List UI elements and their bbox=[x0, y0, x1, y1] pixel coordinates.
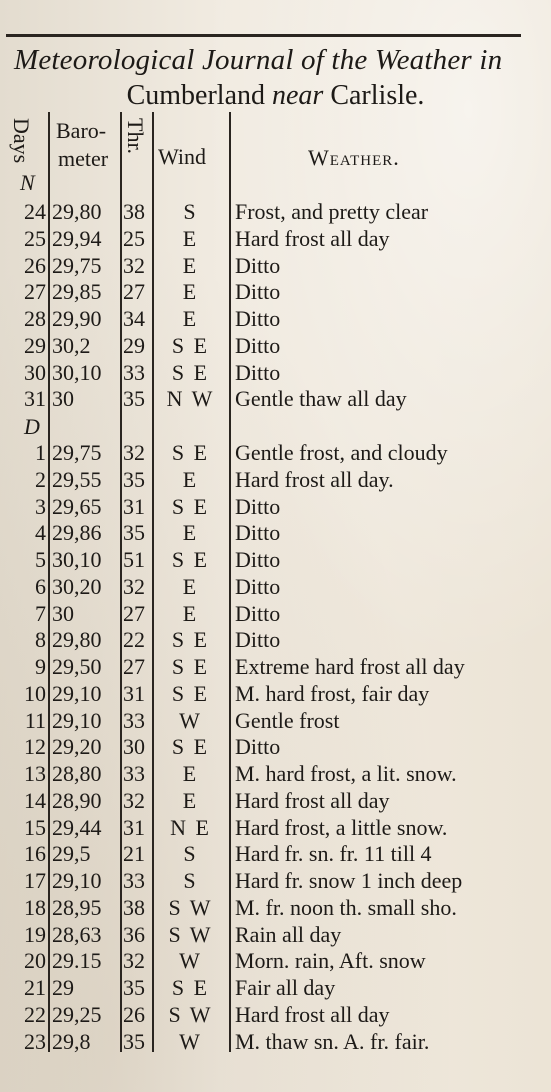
day-cell: 16 bbox=[24, 841, 46, 867]
wind-cell: N E bbox=[170, 814, 211, 840]
wind-cell: E bbox=[182, 787, 199, 813]
thermometer-cell: 27 bbox=[123, 600, 145, 626]
barometer-cell: 29,55 bbox=[52, 466, 102, 492]
thermometer-cell: 31 bbox=[123, 814, 145, 840]
day-cell: 21 bbox=[24, 975, 46, 1000]
thermometer-cell: 33 bbox=[123, 761, 145, 786]
day-cell: 3 bbox=[35, 493, 46, 519]
weather-cell: Hard frost all day bbox=[235, 1001, 390, 1027]
day-cell: 10 bbox=[24, 680, 46, 706]
weather-cell: M. hard frost, a lit. snow. bbox=[235, 761, 457, 786]
thermometer-cell: 33 bbox=[123, 868, 145, 893]
day-cell: 15 bbox=[24, 814, 46, 840]
title-line-1: Meteorological Journal of the Weather in bbox=[14, 44, 503, 76]
day-cell: 18 bbox=[24, 894, 46, 920]
header-barometer-1: Baro- bbox=[56, 118, 107, 143]
weather-cell: Ditto bbox=[235, 252, 281, 278]
weather-cell: Morn. rain, Aft. snow bbox=[235, 948, 426, 974]
barometer-cell: 30,10 bbox=[52, 547, 102, 572]
barometer-cell: 29,50 bbox=[52, 654, 102, 679]
weather-cell: Hard frost all day bbox=[235, 787, 390, 813]
weather-cell: M. fr. noon th. small sho. bbox=[235, 894, 457, 920]
table-row bbox=[0, 600, 551, 627]
table-row bbox=[0, 921, 551, 948]
barometer-cell: 29,85 bbox=[52, 279, 102, 305]
barometer-cell: 29,10 bbox=[52, 707, 102, 733]
weather-cell: Ditto bbox=[235, 359, 281, 385]
day-cell: 23 bbox=[24, 1028, 46, 1054]
wind-cell: E bbox=[182, 761, 199, 786]
wind-cell: E bbox=[182, 252, 199, 278]
barometer-cell: 29,86 bbox=[52, 520, 102, 546]
table-row bbox=[0, 439, 551, 466]
barometer-cell: 29,8 bbox=[52, 1028, 91, 1054]
thermometer-cell: 22 bbox=[123, 627, 145, 653]
weather-cell: Gentle thaw all day bbox=[235, 386, 407, 412]
wind-cell: S E bbox=[171, 680, 210, 706]
day-cell: 17 bbox=[24, 868, 46, 893]
weather-cell: Ditto bbox=[235, 306, 281, 331]
wind-cell: W bbox=[179, 1028, 202, 1054]
table-row bbox=[0, 733, 551, 760]
wind-cell: S bbox=[183, 868, 198, 893]
thermometer-cell: 33 bbox=[123, 359, 145, 385]
month-marker-december: D bbox=[24, 414, 40, 439]
barometer-cell: 30,20 bbox=[52, 573, 102, 599]
weather-cell: Ditto bbox=[235, 547, 281, 572]
thermometer-cell: 32 bbox=[123, 948, 145, 974]
table-row bbox=[0, 252, 551, 279]
barometer-cell: 28,95 bbox=[52, 894, 102, 920]
weather-cell: Hard fr. snow 1 inch deep bbox=[235, 868, 463, 893]
table-row bbox=[0, 359, 551, 386]
wind-cell: S E bbox=[171, 493, 210, 519]
weather-cell: Ditto bbox=[235, 627, 281, 653]
barometer-cell: 29,80 bbox=[52, 627, 102, 653]
wind-cell: E bbox=[182, 225, 199, 251]
wind-cell: S E bbox=[171, 654, 210, 679]
wind-cell: E bbox=[182, 520, 199, 546]
barometer-cell: 30,2 bbox=[52, 332, 91, 358]
wind-cell: S E bbox=[171, 734, 210, 760]
weather-cell: Gentle frost, and cloudy bbox=[235, 440, 448, 465]
thermometer-cell: 51 bbox=[123, 547, 145, 572]
header-barometer-2: meter bbox=[58, 146, 109, 171]
day-cell: 24 bbox=[24, 199, 46, 224]
weather-cell: Frost, and pretty clear bbox=[235, 199, 429, 224]
thermometer-cell: 31 bbox=[123, 680, 145, 706]
weather-cell: Extreme hard frost all day bbox=[235, 654, 465, 679]
table-row bbox=[0, 573, 551, 600]
day-cell: 30 bbox=[24, 359, 46, 385]
thermometer-cell: 27 bbox=[123, 654, 145, 679]
thermometer-cell: 33 bbox=[123, 707, 145, 733]
barometer-cell: 29,65 bbox=[52, 493, 102, 519]
table-row bbox=[0, 546, 551, 573]
barometer-cell: 29,90 bbox=[52, 306, 102, 331]
table-row bbox=[0, 867, 551, 894]
barometer-cell: 29,80 bbox=[52, 199, 102, 224]
table-row bbox=[0, 385, 551, 412]
wind-cell: W bbox=[179, 707, 202, 733]
thermometer-cell: 35 bbox=[123, 520, 145, 546]
thermometer-cell: 29 bbox=[123, 332, 145, 358]
day-cell: 14 bbox=[24, 787, 46, 813]
thermometer-cell: 35 bbox=[123, 1028, 145, 1054]
top-rule bbox=[6, 34, 521, 37]
day-cell: 22 bbox=[24, 1001, 46, 1027]
thermometer-cell: 36 bbox=[123, 921, 145, 947]
day-cell: 11 bbox=[24, 707, 46, 733]
table-row bbox=[0, 707, 551, 734]
day-cell: 5 bbox=[35, 547, 46, 572]
wind-cell: S E bbox=[171, 359, 210, 385]
day-cell: 27 bbox=[24, 279, 46, 305]
title-near: near bbox=[272, 80, 324, 111]
weather-cell: M. hard frost, fair day bbox=[235, 680, 430, 706]
day-cell: 9 bbox=[35, 654, 46, 679]
table-row bbox=[0, 198, 551, 225]
table-row bbox=[0, 332, 551, 359]
weather-cell: Ditto bbox=[235, 573, 281, 599]
day-cell: 1 bbox=[35, 440, 46, 465]
weather-cell: Hard frost, a little snow. bbox=[235, 814, 448, 840]
thermometer-cell: 32 bbox=[123, 573, 145, 599]
table-row bbox=[0, 680, 551, 707]
thermometer-cell: 35 bbox=[123, 975, 145, 1000]
table-row bbox=[0, 493, 551, 520]
barometer-cell: 29 bbox=[52, 975, 74, 1000]
wind-cell: E bbox=[182, 573, 199, 599]
barometer-cell: 30 bbox=[52, 386, 74, 412]
thermometer-cell: 30 bbox=[123, 734, 145, 760]
month-marker-november: N bbox=[20, 170, 35, 195]
barometer-cell: 29.15 bbox=[52, 948, 102, 974]
weather-cell: Hard frost all day. bbox=[235, 466, 394, 492]
weather-cell: Gentle frost bbox=[235, 707, 340, 733]
table-row bbox=[0, 466, 551, 493]
barometer-cell: 29,25 bbox=[52, 1001, 102, 1027]
wind-cell: S E bbox=[171, 627, 210, 653]
day-cell: 25 bbox=[24, 225, 46, 251]
day-cell: 29 bbox=[24, 332, 46, 358]
table-row bbox=[0, 626, 551, 653]
weather-cell: Ditto bbox=[235, 734, 281, 760]
wind-cell: E bbox=[182, 279, 199, 305]
wind-cell: S W bbox=[168, 894, 213, 920]
day-cell: 19 bbox=[24, 921, 46, 947]
day-cell: 31 bbox=[24, 386, 46, 412]
day-cell: 7 bbox=[35, 600, 46, 626]
title-town: Carlisle. bbox=[330, 80, 425, 111]
weather-cell: Ditto bbox=[235, 493, 281, 519]
wind-cell: S E bbox=[171, 440, 210, 465]
table-row bbox=[0, 225, 551, 252]
thermometer-cell: 21 bbox=[123, 841, 145, 867]
wind-cell: N W bbox=[166, 386, 215, 412]
thermometer-cell: 35 bbox=[123, 466, 145, 492]
barometer-cell: 30,10 bbox=[52, 359, 102, 385]
header-weather: Weather. bbox=[308, 145, 400, 170]
thermometer-cell: 26 bbox=[123, 1001, 145, 1027]
weather-cell: M. thaw sn. A. fr. fair. bbox=[235, 1028, 430, 1054]
weather-cell: Ditto bbox=[235, 332, 281, 358]
wind-cell: E bbox=[182, 600, 199, 626]
thermometer-cell: 32 bbox=[123, 440, 145, 465]
title-line-2 bbox=[0, 80, 551, 112]
table-row bbox=[0, 760, 551, 787]
table-row bbox=[0, 278, 551, 305]
barometer-cell: 28,80 bbox=[52, 761, 102, 786]
day-cell: 26 bbox=[24, 252, 46, 278]
weather-cell: Ditto bbox=[235, 279, 281, 305]
wind-cell: W bbox=[179, 948, 202, 974]
barometer-cell: 29,94 bbox=[52, 225, 102, 251]
table-row bbox=[0, 653, 551, 680]
thermometer-cell: 32 bbox=[123, 252, 145, 278]
table-row bbox=[0, 974, 551, 1001]
barometer-cell: 29,75 bbox=[52, 252, 102, 278]
wind-cell: S E bbox=[171, 975, 210, 1000]
day-cell: 2 bbox=[35, 466, 46, 492]
weather-cell: Rain all day bbox=[235, 921, 342, 947]
wind-cell: S bbox=[183, 199, 198, 224]
thermometer-cell: 31 bbox=[123, 493, 145, 519]
table-row bbox=[0, 1001, 551, 1028]
barometer-cell: 28,63 bbox=[52, 921, 102, 947]
day-cell: 12 bbox=[24, 734, 46, 760]
wind-cell: S E bbox=[171, 547, 210, 572]
weather-cell: Hard frost all day bbox=[235, 225, 390, 251]
table-row bbox=[0, 1028, 551, 1055]
day-cell: 6 bbox=[35, 573, 46, 599]
table-row bbox=[0, 787, 551, 814]
wind-cell: E bbox=[182, 306, 199, 331]
thermometer-cell: 38 bbox=[123, 894, 145, 920]
header-wind: Wind bbox=[158, 144, 206, 169]
weather-cell: Fair all day bbox=[235, 975, 336, 1000]
thermometer-cell: 27 bbox=[123, 279, 145, 305]
barometer-cell: 29,10 bbox=[52, 680, 102, 706]
thermometer-cell: 34 bbox=[123, 306, 145, 331]
day-cell: 28 bbox=[24, 306, 46, 331]
table-row bbox=[0, 814, 551, 841]
barometer-cell: 29,5 bbox=[52, 841, 91, 867]
weather-cell: Ditto bbox=[235, 520, 281, 546]
thermometer-cell: 32 bbox=[123, 787, 145, 813]
weather-cell: Ditto bbox=[235, 600, 281, 626]
day-cell: 8 bbox=[35, 627, 46, 653]
weather-cell: Hard fr. sn. fr. 11 till 4 bbox=[235, 841, 432, 867]
barometer-cell: 29,75 bbox=[52, 440, 102, 465]
barometer-cell: 29,10 bbox=[52, 868, 102, 893]
barometer-cell: 29,44 bbox=[52, 814, 102, 840]
header-days: Days bbox=[9, 118, 34, 164]
table-row bbox=[0, 947, 551, 974]
barometer-cell: 30 bbox=[52, 600, 74, 626]
header-thermometer: Thr. bbox=[123, 118, 148, 155]
table-row bbox=[0, 894, 551, 921]
wind-cell: S W bbox=[168, 1001, 213, 1027]
wind-cell: S W bbox=[168, 921, 213, 947]
thermometer-cell: 25 bbox=[123, 225, 145, 251]
wind-cell: S E bbox=[171, 332, 210, 358]
table-row bbox=[0, 519, 551, 546]
wind-cell: E bbox=[182, 466, 199, 492]
day-cell: 4 bbox=[35, 520, 46, 546]
table-row bbox=[0, 305, 551, 332]
thermometer-cell: 35 bbox=[123, 386, 145, 412]
wind-cell: S bbox=[183, 841, 198, 867]
barometer-cell: 28,90 bbox=[52, 787, 102, 813]
day-cell: 13 bbox=[24, 761, 46, 786]
thermometer-cell: 38 bbox=[123, 199, 145, 224]
table-row bbox=[0, 840, 551, 867]
barometer-cell: 29,20 bbox=[52, 734, 102, 760]
title-place: Cumberland bbox=[126, 80, 265, 111]
day-cell: 20 bbox=[24, 948, 46, 974]
